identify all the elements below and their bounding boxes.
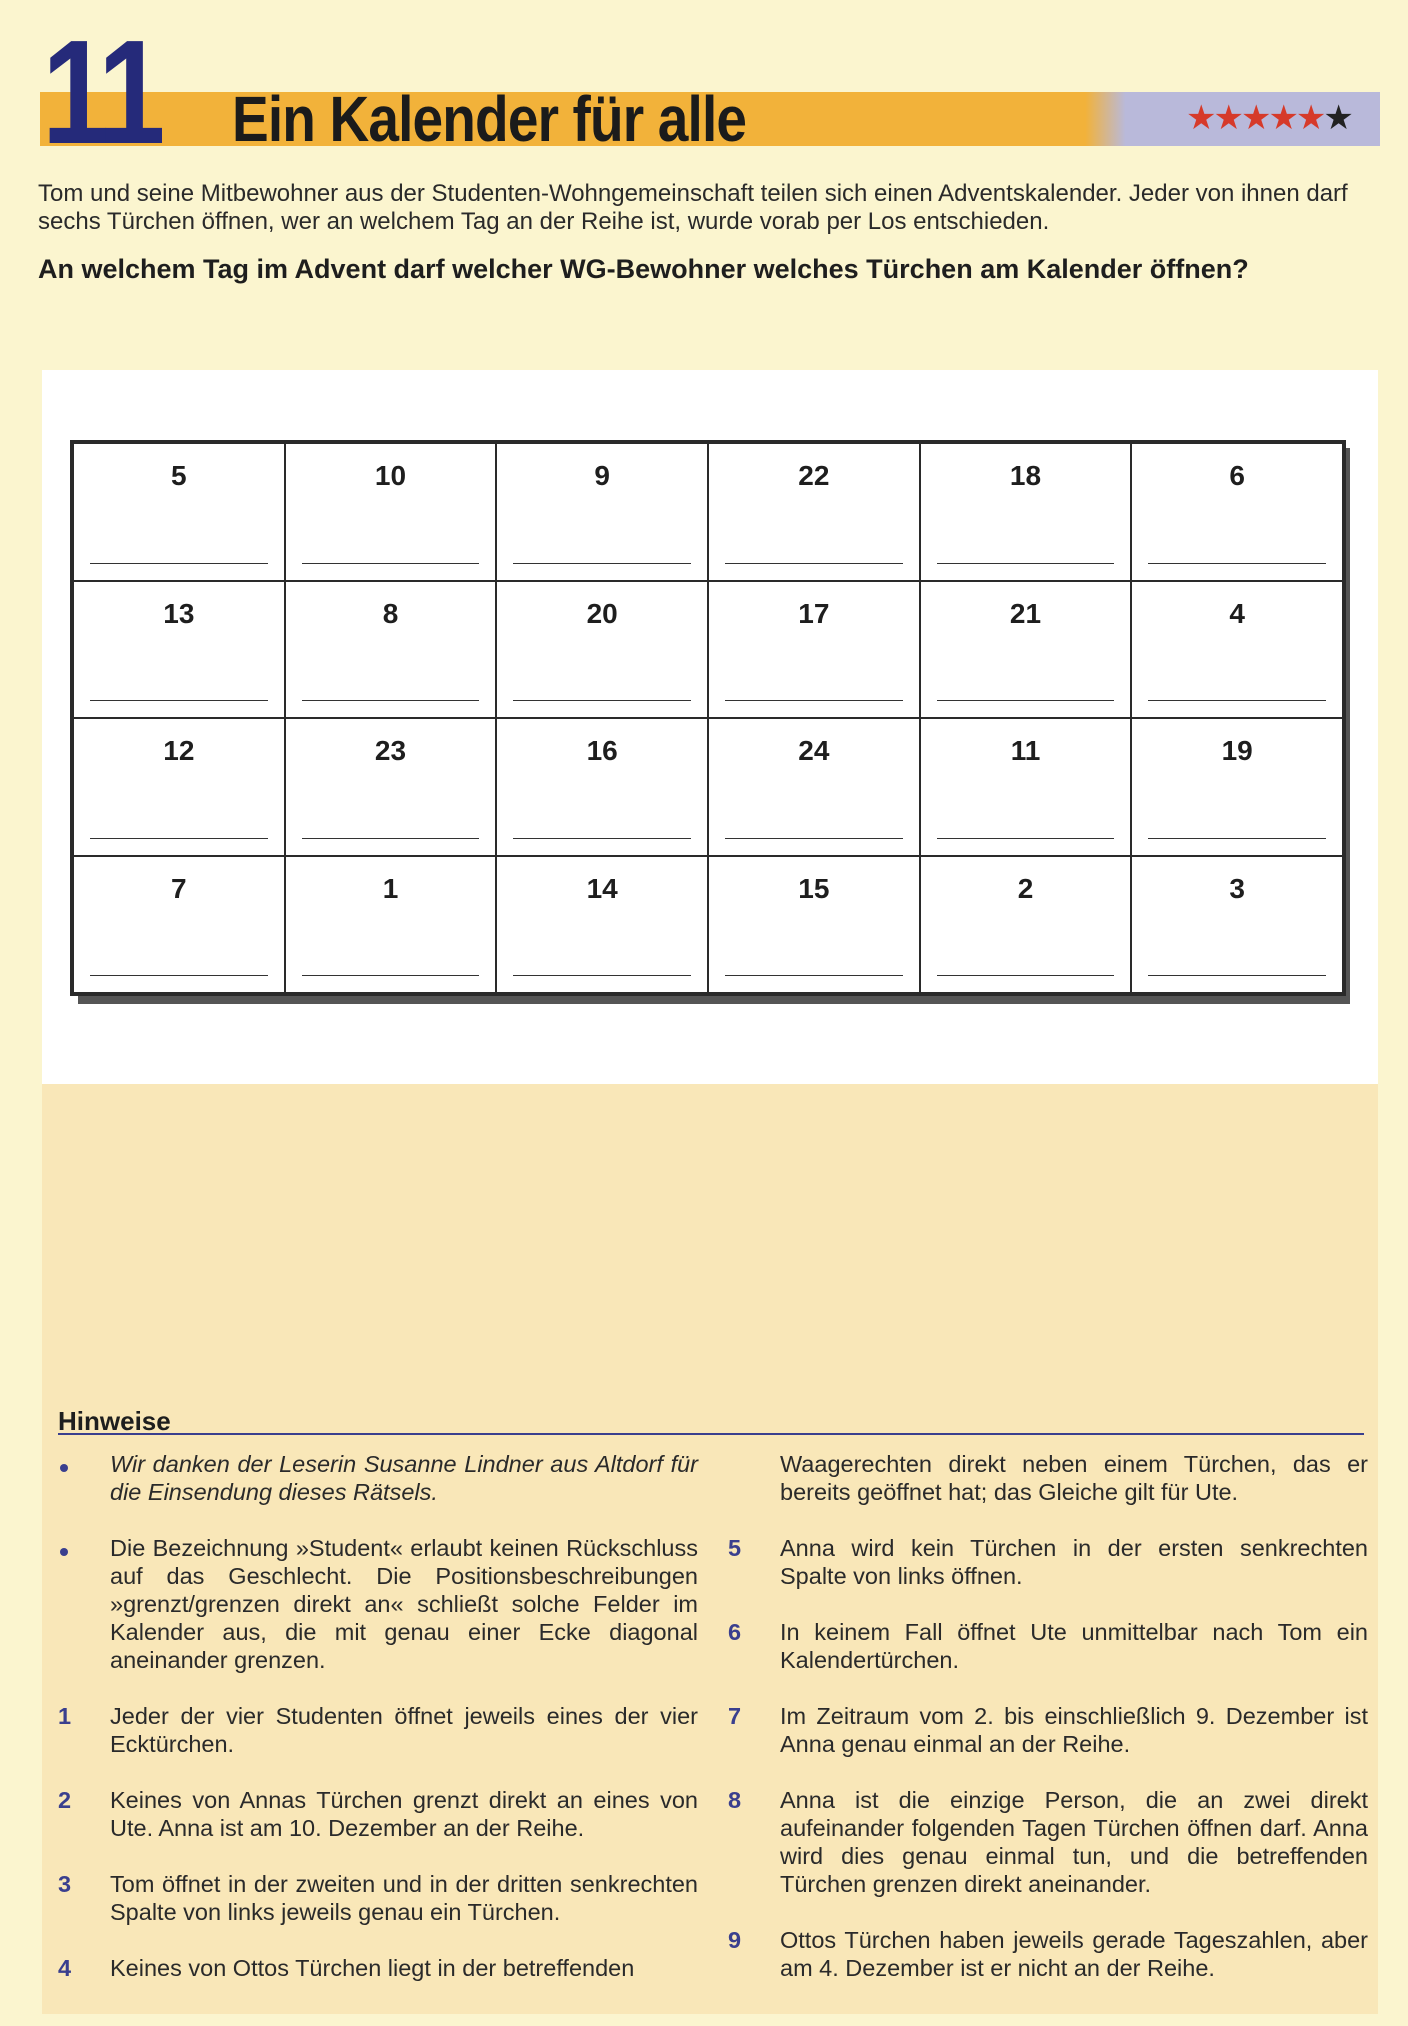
answer-line[interactable] [90, 700, 268, 701]
hint-item [58, 1954, 698, 1982]
answer-line[interactable] [937, 838, 1115, 839]
door-number: 13 [163, 597, 195, 629]
door-number: 17 [798, 597, 830, 629]
answer-line[interactable] [937, 975, 1115, 976]
hint-text: Anna wird kein Türchen in der ersten senkrechten Spalte von links öffnen. [780, 1535, 1368, 1589]
bullet-icon [58, 1450, 68, 1478]
difficulty-stars [1186, 98, 1351, 138]
hint-item [728, 1534, 1368, 1590]
calendar-door[interactable] [496, 856, 708, 994]
hint-item [728, 1786, 1368, 1898]
answer-line[interactable] [725, 838, 903, 839]
hint-item [728, 1702, 1368, 1758]
door-number: 10 [374, 460, 407, 491]
answer-line[interactable] [1148, 700, 1326, 701]
door-number: 6 [1229, 460, 1245, 491]
answer-line[interactable] [513, 975, 691, 976]
calendar-door[interactable] [496, 443, 708, 581]
door-number: 3 [1229, 872, 1245, 904]
answer-line[interactable] [513, 563, 691, 564]
answer-line[interactable] [513, 838, 691, 839]
calendar-door[interactable] [1131, 443, 1343, 581]
hint-number: 9 [728, 1927, 742, 1953]
advent-calendar-grid [70, 440, 1346, 996]
answer-line[interactable] [725, 975, 903, 976]
calendar-door[interactable] [496, 718, 708, 856]
hint-item [58, 1786, 698, 1842]
difficulty-star-dark-icon: ★ [1323, 99, 1351, 137]
door-number: 15 [798, 872, 830, 904]
hint-text: Im Zeitraum vom 2. bis einschließlich 9. Dezember ist Anna genau einmal an der Reihe. [780, 1703, 1368, 1757]
answer-line[interactable] [90, 838, 268, 839]
hint-text: In keinem Fall öffnet Ute unmittelbar nach Tom ein Kalendertürchen. [780, 1619, 1368, 1673]
door-number: 4 [1229, 597, 1245, 629]
calendar-door[interactable] [285, 856, 497, 994]
question-text: An welchem Tag im Advent darf welcher WG-Bewohner welches Türchen am Kalender öffnen? [38, 254, 1249, 284]
hint-item [58, 1702, 698, 1758]
door-number: 5 [171, 460, 187, 491]
puzzle-number: 11 [42, 10, 161, 175]
hint-item [58, 1870, 698, 1926]
answer-line[interactable] [513, 700, 691, 701]
hints-heading: Hinweise [58, 1406, 171, 1436]
door-number: 14 [586, 872, 618, 904]
answer-line[interactable] [725, 563, 903, 564]
hint-number: 7 [728, 1703, 742, 1729]
door-number: 24 [798, 735, 830, 766]
calendar-door[interactable] [73, 718, 285, 856]
answer-line[interactable] [937, 700, 1115, 701]
puzzle-title: Ein Kalender für alle [232, 83, 747, 155]
calendar-door[interactable] [920, 581, 1132, 719]
calendar-door[interactable] [920, 856, 1132, 994]
answer-line[interactable] [302, 563, 480, 564]
door-number: 18 [1009, 460, 1042, 491]
door-number: 11 [1010, 735, 1041, 766]
calendar-door[interactable] [708, 718, 920, 856]
hint-number: 6 [728, 1619, 742, 1645]
hints-column-left [58, 1450, 698, 2010]
calendar-door[interactable] [496, 581, 708, 719]
door-number: 8 [382, 597, 399, 629]
calendar-door[interactable] [920, 718, 1132, 856]
door-number: 22 [798, 460, 830, 491]
hint-item [728, 1450, 1368, 1506]
door-number: 19 [1221, 735, 1253, 766]
hint-item [728, 1618, 1368, 1674]
calendar-door[interactable] [920, 443, 1132, 581]
answer-line[interactable] [1148, 975, 1326, 976]
answer-line[interactable] [937, 563, 1115, 564]
hint-text: Tom öffnet in der zweiten und in der dritten senkrechten Spalte von links jeweils genau ein Türchen. [110, 1871, 698, 1925]
bullet-icon [58, 1534, 68, 1562]
door-number: 21 [1009, 597, 1042, 629]
answer-line[interactable] [725, 700, 903, 701]
calendar-door[interactable] [708, 581, 920, 719]
answer-line[interactable] [1148, 838, 1326, 839]
answer-line[interactable] [1148, 563, 1326, 564]
calendar-door[interactable] [708, 856, 920, 994]
calendar-door[interactable] [1131, 581, 1343, 719]
calendar-door[interactable] [1131, 856, 1343, 994]
hint-number: 2 [58, 1787, 72, 1813]
difficulty-star-red-icon: ★★★★★ [1186, 99, 1324, 137]
door-number: 12 [163, 735, 195, 766]
door-number: 16 [586, 735, 618, 766]
calendar-door[interactable] [285, 718, 497, 856]
calendar-door[interactable] [708, 443, 920, 581]
answer-line[interactable] [302, 838, 480, 839]
calendar-door[interactable] [73, 856, 285, 994]
answer-line[interactable] [302, 700, 480, 701]
hint-number: 1 [58, 1703, 72, 1729]
door-number: 20 [586, 597, 618, 629]
door-number: 1 [382, 872, 399, 904]
door-number: 7 [171, 872, 187, 904]
calendar-door[interactable] [73, 581, 285, 719]
door-number: 23 [374, 735, 407, 766]
intro-text: Tom und seine Mitbewohner aus der Studenten-Wohngemeinschaft teilen sich einen Adventskalender. Jeder von ihnen darf sechs Türchen öffnen, wer an welchem Tag an der Reihe ist, wurde vorab per Los entschieden. [38, 180, 1348, 235]
hints-column-right [728, 1450, 1368, 2010]
door-number: 9 [594, 460, 610, 491]
hints-divider [58, 1433, 1364, 1435]
hint-text: Anna ist die einzige Person, die an zwei direkt aufeinander folgenden Tagen Türchen öffnen darf. Anna wird dies genau einmal tun, und die betreffenden Türchen grenzen direkt aneinander. [780, 1787, 1368, 1897]
calendar-door[interactable] [73, 443, 285, 581]
hint-text: Ottos Türchen haben jeweils gerade Tageszahlen, aber am 4. Dezember ist er nicht an der Reihe. [780, 1927, 1368, 1981]
answer-line[interactable] [302, 975, 480, 976]
hint-item [58, 1450, 698, 1506]
answer-line[interactable] [90, 563, 268, 564]
hint-text: Keines von Annas Türchen grenzt direkt an eines von Ute. Anna ist am 10. Dezember an der Reihe. [110, 1787, 698, 1841]
hint-text: Wir danken der Leserin Susanne Lindner aus Altdorf für die Einsendung dieses Rätsels. [110, 1451, 698, 1505]
hint-item [728, 1926, 1368, 1982]
hint-number: 3 [58, 1871, 72, 1897]
door-number: 2 [1017, 872, 1034, 904]
calendar-door[interactable] [1131, 718, 1343, 856]
hint-number: 5 [728, 1535, 742, 1561]
hint-text: Jeder der vier Studenten öffnet jeweils eines der vier Ecktürchen. [110, 1703, 698, 1757]
calendar-door[interactable] [285, 443, 497, 581]
calendar-door[interactable] [285, 581, 497, 719]
hint-item [58, 1534, 698, 1674]
hint-text: Die Bezeichnung »Student« erlaubt keinen Rückschluss auf das Geschlecht. Die Positionsbeschreibungen »grenzt/grenzen direkt an« schließt solche Felder im Kalender aus, die mit genau einer Ecke diagonal aneinander grenzen. [110, 1535, 698, 1673]
hint-text: Keines von Ottos Türchen liegt in der betreffenden [110, 1955, 635, 1981]
hint-number: 4 [58, 1955, 72, 1981]
hint-number: 8 [728, 1787, 742, 1813]
answer-line[interactable] [90, 975, 268, 976]
hint-text: Waagerechten direkt neben einem Türchen, das er bereits geöffnet hat; das Gleiche gilt für Ute. [780, 1451, 1368, 1505]
